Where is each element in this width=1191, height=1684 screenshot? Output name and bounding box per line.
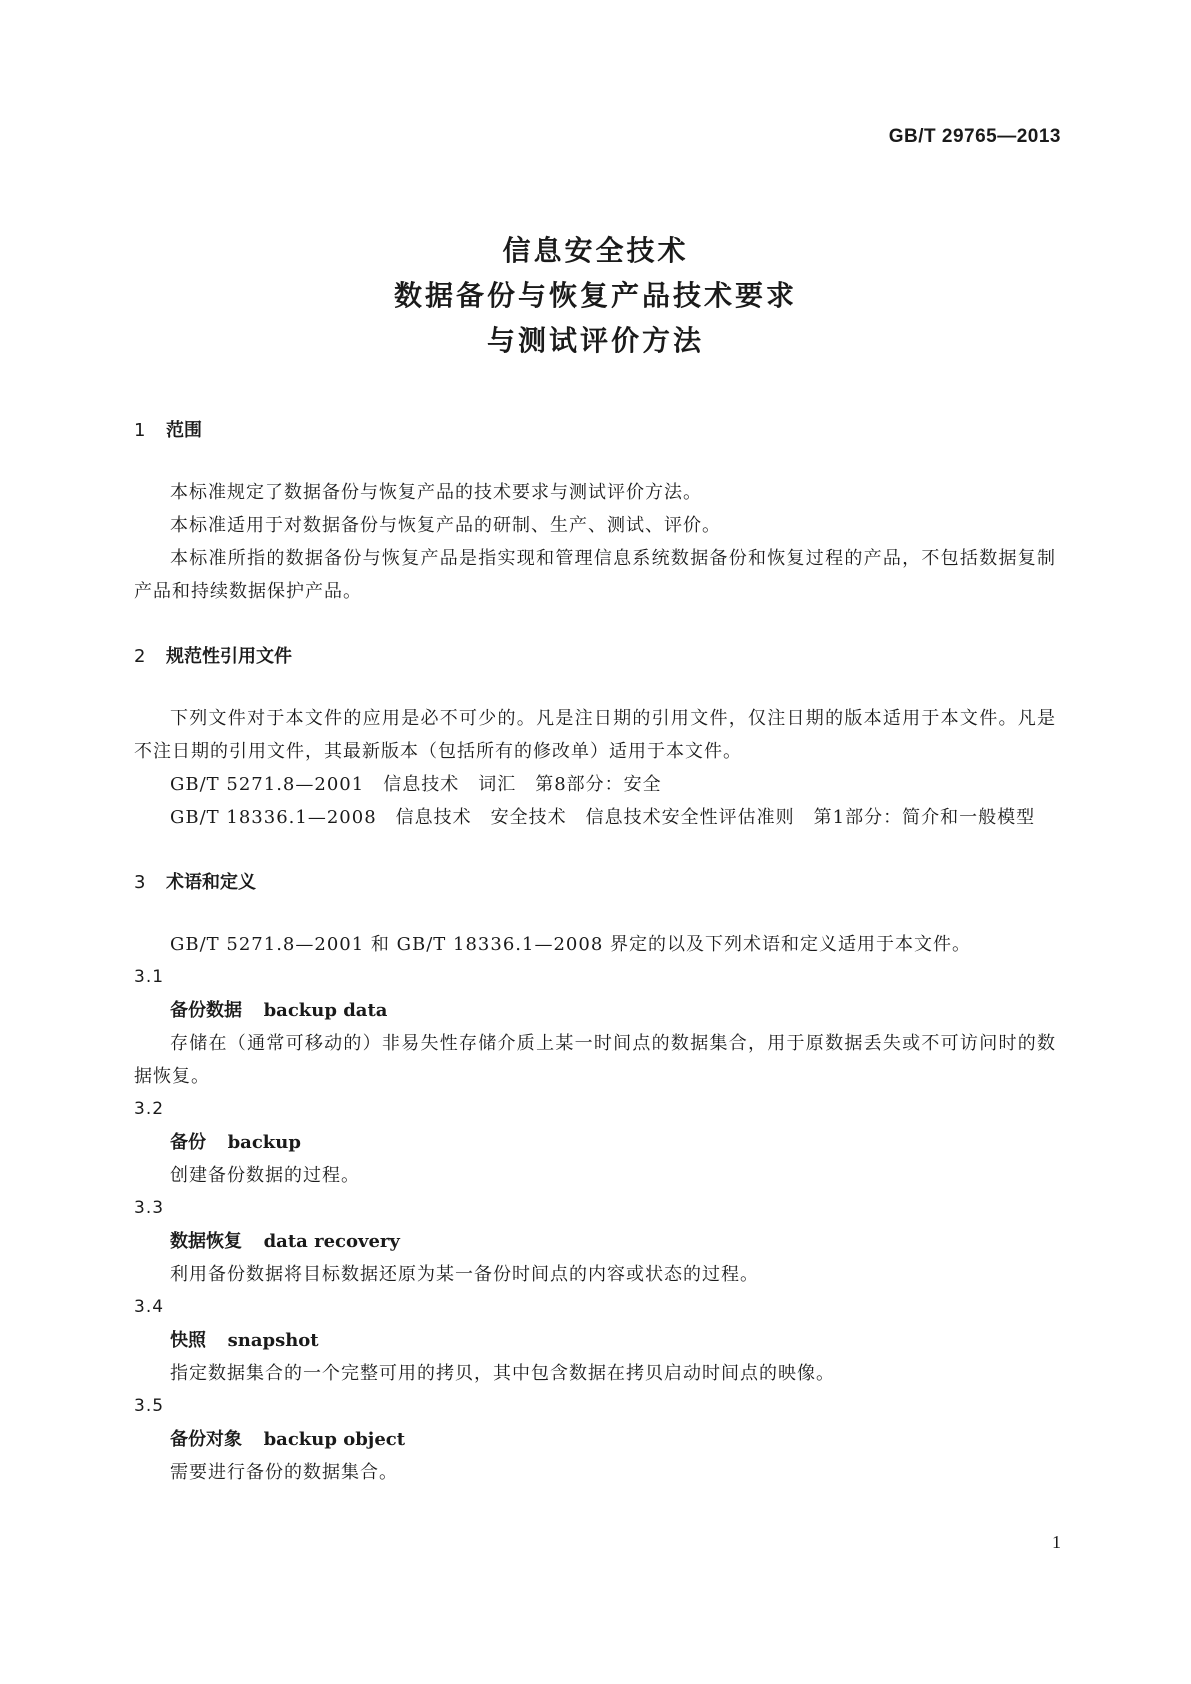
term-number: 3.3	[134, 1198, 165, 1218]
term-definition: 需要进行备份的数据集合。	[170, 1462, 398, 1483]
term-name	[134, 1126, 1056, 1159]
term-definition: 存储在（通常可移动的）非易失性存储介质上某一时间点的数据集合，用于原数据丢失或不可访问时的数据恢复。	[134, 1033, 1056, 1087]
section-heading-terms	[134, 870, 1056, 896]
reference-item: GB/T 18336.1—2008 信息技术 安全技术 信息技术安全性评估准则 第1部分：简介和一般模型	[170, 807, 1036, 828]
term-name	[134, 1324, 1056, 1357]
section-title: 规范性引用文件	[166, 646, 292, 667]
paragraph: 下列文件对于本文件的应用是必不可少的。凡是注日期的引用文件，仅注日期的版本适用于本文件。凡是不注日期的引用文件，其最新版本（包括所有的修改单）适用于本文件。	[134, 708, 1056, 762]
term-name	[134, 1225, 1056, 1258]
term-name-en: backup	[227, 1132, 301, 1153]
section-title: 范围	[166, 420, 202, 441]
term-name-zh: 备份数据	[170, 1000, 242, 1021]
term-name-zh: 备份	[170, 1132, 206, 1153]
term-definition: 利用备份数据将目标数据还原为某一备份时间点的内容或状态的过程。	[170, 1264, 759, 1285]
title-line: 与测试评价方法	[486, 324, 704, 357]
term-name-en: backup data	[263, 1000, 388, 1021]
title-line: 信息安全技术	[502, 234, 689, 267]
section-number: 1	[134, 420, 146, 441]
reference-item: GB/T 5271.8—2001 信息技术 词汇 第8部分：安全	[170, 774, 662, 795]
term-number: 3.1	[134, 967, 165, 987]
document-body	[134, 418, 1056, 1489]
document-title	[0, 228, 1191, 363]
paragraph: 本标准适用于对数据备份与恢复产品的研制、生产、测试、评价。	[170, 515, 721, 536]
paragraph: 本标准规定了数据备份与恢复产品的技术要求与测试评价方法。	[170, 482, 702, 503]
term-number: 3.2	[134, 1099, 165, 1119]
standard-code: GB/T 29765—2013	[888, 126, 1061, 147]
term-name-en: data recovery	[263, 1231, 400, 1252]
term-number: 3.5	[134, 1396, 165, 1416]
term-name-zh: 备份对象	[170, 1429, 242, 1450]
page-number: 1	[1052, 1532, 1061, 1552]
term-name-en: snapshot	[227, 1330, 319, 1351]
term-name-en: backup object	[263, 1429, 406, 1450]
term-name	[134, 994, 1056, 1027]
term-number: 3.4	[134, 1297, 165, 1317]
paragraph: GB/T 5271.8—2001 和 GB/T 18336.1—2008 界定的以及下列术语和定义适用于本文件。	[170, 934, 971, 955]
title-line: 数据备份与恢复产品技术要求	[393, 279, 797, 312]
term-name-zh: 快照	[170, 1330, 206, 1351]
term-definition: 指定数据集合的一个完整可用的拷贝，其中包含数据在拷贝启动时间点的映像。	[170, 1363, 835, 1384]
term-name-zh: 数据恢复	[170, 1231, 242, 1252]
section-title: 术语和定义	[166, 872, 256, 893]
section-heading-normative-references	[134, 644, 1056, 670]
section-number: 2	[134, 646, 146, 667]
term-name	[134, 1423, 1056, 1456]
section-number: 3	[134, 872, 146, 893]
section-heading-scope	[134, 418, 1056, 444]
term-definition: 创建备份数据的过程。	[170, 1165, 360, 1186]
paragraph: 本标准所指的数据备份与恢复产品是指实现和管理信息系统数据备份和恢复过程的产品，不包括数据复制产品和持续数据保护产品。	[134, 548, 1056, 602]
